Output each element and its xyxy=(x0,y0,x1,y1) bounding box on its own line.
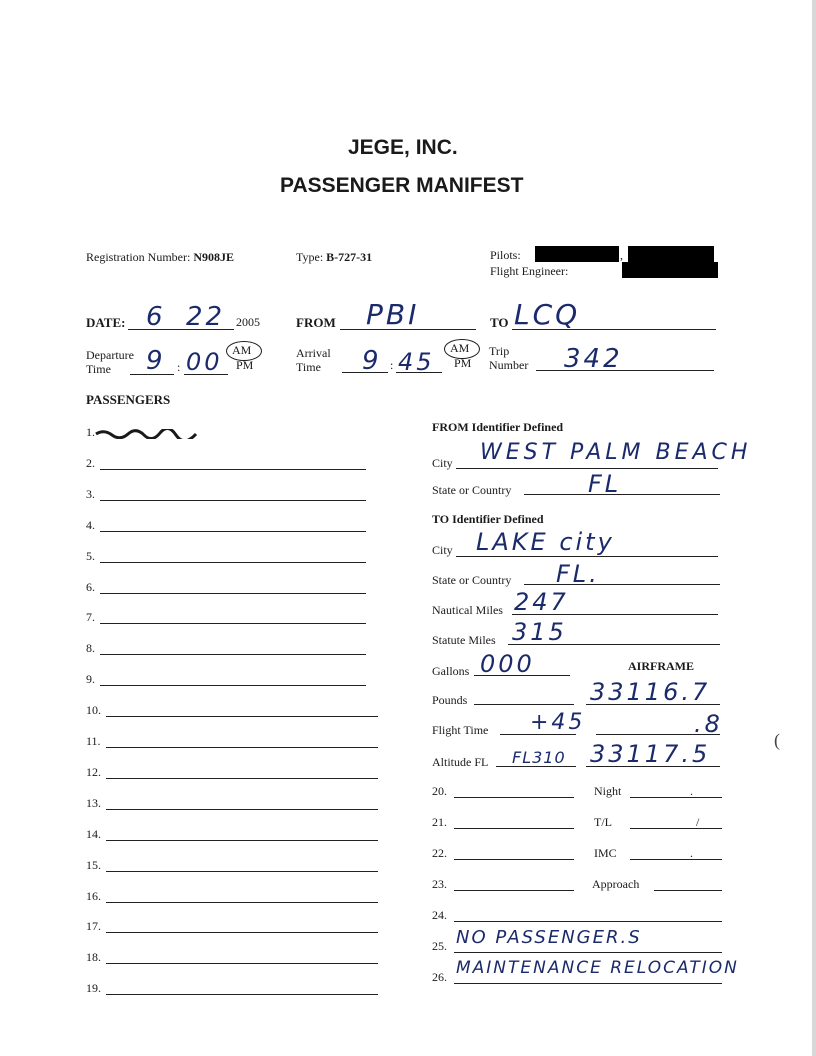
document-title: PASSENGER MANIFEST xyxy=(280,174,524,197)
passenger-row-line xyxy=(106,809,378,810)
passenger-row-line xyxy=(100,685,366,686)
date-label: DATE: xyxy=(86,315,126,330)
passenger-row-line xyxy=(106,902,378,903)
gallons-label: Gallons xyxy=(432,664,470,678)
pilot-separator: , xyxy=(620,248,623,262)
extra-row-value-line xyxy=(654,890,722,891)
passenger-row-number: 19. xyxy=(86,981,101,995)
engineer-name-redaction xyxy=(622,262,718,278)
arrival-colon: : xyxy=(390,358,394,372)
from-city-label: City xyxy=(432,456,453,470)
page-edge-shadow xyxy=(812,0,816,1056)
extra-row-number: 23. xyxy=(432,877,447,891)
trip-number-line xyxy=(536,370,714,371)
passenger-row-number: 16. xyxy=(86,889,101,903)
to-city-label: City xyxy=(432,543,453,557)
date-month: 6 xyxy=(146,302,166,332)
extra-row-line xyxy=(454,890,574,891)
passenger-row-line xyxy=(106,778,378,779)
extra-row-number: 22. xyxy=(432,846,447,860)
passenger-row-number: 3. xyxy=(86,487,95,501)
extra-row-label: Approach xyxy=(592,877,640,891)
extra-row-number: 25. xyxy=(432,939,447,953)
passenger-row-line xyxy=(106,871,378,872)
arrival-min: 45 xyxy=(398,348,435,376)
margin-mark: ( xyxy=(774,730,780,750)
passenger-row-line xyxy=(100,500,366,501)
passenger-row-line xyxy=(100,593,366,594)
airframe-label: AIRFRAME xyxy=(628,659,694,673)
extra-row-value: / xyxy=(696,815,700,829)
passenger-row-line xyxy=(100,531,366,532)
extra-row-line xyxy=(454,859,574,860)
extra-row-handwritten-note: MAINTENANCE RELOCATION xyxy=(456,958,739,978)
passengers-heading: PASSENGERS xyxy=(86,392,171,407)
pounds-label: Pounds xyxy=(432,693,468,707)
nautical-value: 247 xyxy=(514,588,569,616)
departure-colon: : xyxy=(177,360,181,374)
airframe-before: 33116.7 xyxy=(590,678,711,706)
type-value: B-727-31 xyxy=(326,250,373,264)
flight-time-value: +45 xyxy=(530,710,586,735)
pounds-line xyxy=(474,704,574,705)
passenger-row-number: 10. xyxy=(86,703,101,717)
extra-row-number: 26. xyxy=(432,970,447,984)
arrival-hour: 9 xyxy=(362,346,382,376)
to-code: LCQ xyxy=(514,298,581,331)
passenger-row-line xyxy=(100,654,366,655)
passenger-row-line xyxy=(100,469,366,470)
from-city: WEST PALM BEACH xyxy=(480,440,752,465)
company-name: JEGE, INC. xyxy=(348,136,458,159)
arrival-label-2: Time xyxy=(296,360,321,374)
to-state-label: State or Country xyxy=(432,573,512,587)
extra-row-number: 24. xyxy=(432,908,447,922)
passenger-row-line xyxy=(106,963,378,964)
passenger-row-number: 9. xyxy=(86,672,95,686)
date-year: 2005 xyxy=(236,315,260,329)
passenger-1-scribble xyxy=(94,426,198,436)
altitude-value: FL310 xyxy=(512,748,566,767)
statute-value: 315 xyxy=(512,618,567,646)
passenger-row-line xyxy=(100,623,366,624)
nautical-label: Nautical Miles xyxy=(432,603,503,617)
extra-row-value: . xyxy=(690,846,693,860)
extra-row-value: . xyxy=(690,784,693,798)
departure-hour: 9 xyxy=(146,346,166,376)
passenger-row-line xyxy=(100,562,366,563)
to-city: LAKE city xyxy=(476,528,615,556)
extra-row-label: Night xyxy=(594,784,622,798)
extra-row-line xyxy=(454,983,722,984)
trip-label-1: Trip xyxy=(489,344,510,358)
to-city-line xyxy=(456,556,718,557)
arrival-label-1: Arrival xyxy=(296,346,331,360)
passenger-row-number: 6. xyxy=(86,580,95,594)
passenger-row-number: 8. xyxy=(86,641,95,655)
to-def-heading: TO Identifier Defined xyxy=(432,512,544,526)
gallons-value: 000 xyxy=(480,650,535,678)
passenger-row-number: 12. xyxy=(86,765,101,779)
extra-row-label: IMC xyxy=(594,846,617,860)
extra-row-value-line xyxy=(630,828,722,829)
to-state-line xyxy=(524,584,720,585)
passenger-row-number: 2. xyxy=(86,456,95,470)
type-field xyxy=(296,250,372,265)
trip-number: 342 xyxy=(564,344,623,374)
to-state: FL. xyxy=(556,560,600,588)
from-def-heading: FROM Identifier Defined xyxy=(432,420,564,434)
extra-row-number: 20. xyxy=(432,784,447,798)
flight-time-label: Flight Time xyxy=(432,723,489,737)
passenger-row-number: 1. xyxy=(86,425,95,439)
passenger-row-number: 4. xyxy=(86,518,95,532)
trip-label-2: Number xyxy=(489,358,529,372)
from-label: FROM xyxy=(296,315,336,330)
passenger-row-number: 15. xyxy=(86,858,101,872)
extra-row-label: T/L xyxy=(594,815,612,829)
arrival-am: AM xyxy=(450,341,470,355)
passenger-row-number: 5. xyxy=(86,549,95,563)
altitude-label: Altitude FL xyxy=(432,755,489,769)
from-city-line xyxy=(456,468,718,469)
extra-row-line xyxy=(454,828,574,829)
passenger-row-line xyxy=(106,840,378,841)
arrival-pm: PM xyxy=(454,356,472,370)
statute-label: Statute Miles xyxy=(432,633,496,647)
pilots-label: Pilots: xyxy=(490,248,521,262)
flight-engineer-label: Flight Engineer: xyxy=(490,264,569,278)
from-state-line xyxy=(524,494,720,495)
passenger-row-line xyxy=(106,932,378,933)
departure-pm: PM xyxy=(236,358,254,372)
passenger-row-number: 7. xyxy=(86,610,95,624)
from-state: FL xyxy=(588,470,622,498)
passenger-row-number: 18. xyxy=(86,950,101,964)
from-state-label: State or Country xyxy=(432,483,512,497)
departure-min: 00 xyxy=(186,348,223,376)
passenger-row-line xyxy=(106,747,378,748)
passenger-row-line xyxy=(106,994,378,995)
extra-row-handwritten-note: NO PASSENGER.S xyxy=(456,927,642,948)
extra-row-value-line xyxy=(630,797,722,798)
pilot-name-redaction-1 xyxy=(535,246,619,262)
extra-row-line xyxy=(454,921,722,922)
passenger-row-number: 13. xyxy=(86,796,101,810)
registration-value: N908JE xyxy=(193,250,234,264)
to-label: TO xyxy=(490,315,509,330)
pilot-name-redaction-2 xyxy=(628,246,714,262)
date-day: 22 xyxy=(186,302,226,332)
extra-row-line xyxy=(454,952,722,953)
from-code: PBI xyxy=(366,298,420,331)
passenger-row-number: 14. xyxy=(86,827,101,841)
departure-am: AM xyxy=(232,343,252,357)
departure-label-1: Departure xyxy=(86,348,134,362)
passenger-row-number: 11. xyxy=(86,734,101,748)
registration-label: Registration Number: xyxy=(86,250,191,264)
flight-time-decimal: .8 xyxy=(694,710,723,738)
extra-row-number: 21. xyxy=(432,815,447,829)
passenger-row-number: 17. xyxy=(86,919,101,933)
passenger-row-line xyxy=(106,716,378,717)
extra-row-line xyxy=(454,797,574,798)
departure-label-2: Time xyxy=(86,362,111,376)
airframe-after: 33117.5 xyxy=(590,740,711,768)
extra-row-value-line xyxy=(630,859,722,860)
type-label: Type: xyxy=(296,250,324,264)
registration-field xyxy=(86,250,234,265)
